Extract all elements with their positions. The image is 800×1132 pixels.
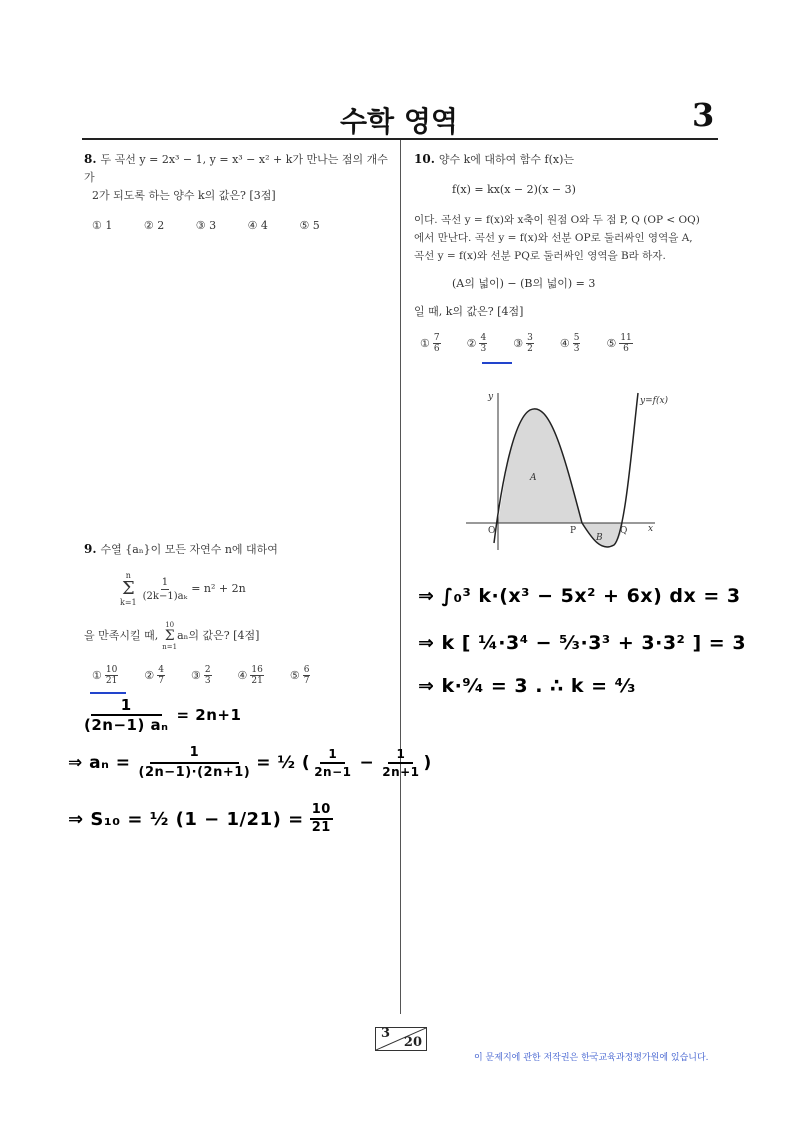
question-number: 8.: [84, 152, 97, 166]
sum-upper: n: [125, 571, 131, 580]
page-number-box: [375, 1027, 427, 1051]
region-b-label: B: [596, 533, 603, 543]
question-text-a: 을 만족시킬 때,: [84, 629, 159, 642]
choices: [84, 217, 394, 235]
question-9: [84, 540, 394, 686]
x-axis-label: x: [648, 524, 654, 534]
question-text: 곡선 y = f(x)와 선분 PQ로 둘러싸인 영역을 B라 하자.: [414, 250, 666, 262]
handwritten-step-3: ⇒ k·⁹⁄₄ = 3 . ∴ k = ⁴⁄₃: [418, 675, 636, 697]
question-text: 수열 {aₙ}이 모든 자연수 n에 대하여: [100, 543, 278, 556]
choice-2[interactable]: ② $\frac{4}{3}$: [466, 333, 487, 354]
fraction-denominator: (2k−1)aₖ: [142, 590, 188, 602]
choice-1[interactable]: ① 1: [92, 219, 113, 232]
sum2-term: aₙ: [177, 629, 189, 642]
curve-label: y=f(x): [640, 396, 669, 406]
choice-4[interactable]: ④ $\frac{5}{3}$: [559, 333, 580, 354]
y-axis-label: y: [488, 392, 494, 402]
sigma-symbol: Σ: [121, 578, 135, 599]
function-graph: [460, 385, 690, 555]
area-condition: (A의 넓이) − (B의 넓이) = 3: [452, 277, 596, 290]
question-text: 두 곡선 y = 2x³ − 1, y = x³ − x² + k가 만나는 점의 개수가: [84, 153, 388, 184]
choice-4[interactable]: ④ $\frac{16}{21}$: [237, 665, 263, 686]
choice-3[interactable]: ③ $\frac{2}{3}$: [190, 665, 211, 686]
copyright-notice: 이 문제지에 관한 저작권은 한국교육과정평가원에 있습니다.: [474, 1053, 709, 1063]
handwritten-step-3: ⇒ S₁₀ = ½ (1 − 1/21) = $\frac{10}{21}$: [68, 802, 331, 835]
handwritten-step-2: ⇒ k [ ¼·3⁴ − ⁵⁄₃·3³ + 3·3² ] = 3: [418, 632, 747, 654]
question-text: 2가 되도록 하는 양수 k의 값은? [3점]: [92, 189, 276, 202]
question-text: [84, 621, 394, 651]
page-title: 수학 영역: [340, 105, 458, 138]
series-equation: [120, 571, 394, 607]
total-pages: 20: [403, 1035, 422, 1050]
region-a-label: A: [530, 473, 537, 483]
current-page: 3: [381, 1026, 391, 1041]
choice-4[interactable]: ④ 4: [247, 219, 268, 232]
choice-2[interactable]: ② 2: [143, 219, 165, 232]
choices: [414, 333, 714, 354]
sum2-lower: n=1: [162, 643, 178, 651]
origin-label: O: [488, 526, 496, 536]
choice-1[interactable]: ① $\frac{10}{21}$: [92, 665, 118, 686]
question-number: 10.: [414, 152, 435, 166]
choice-3[interactable]: ③ 3: [195, 219, 217, 232]
choices: [84, 665, 394, 686]
sigma-symbol: Σ: [164, 628, 175, 644]
column-divider: [400, 140, 401, 1014]
question-text: 일 때, k의 값은? [4점]: [414, 305, 524, 318]
question-8: [84, 150, 394, 235]
handwritten-step-1: $\frac{1}{\text{(2n−1) aₙ}}$ = 2n+1: [84, 696, 242, 734]
handwritten-step-2: ⇒ aₙ = $\frac{1}{(2n-1)\cdot(2n+1)}$ = ½ ( 1 2n−1 − $\frac{1}{2n+1}$ ): [68, 745, 432, 780]
sum-lower: k=1: [120, 598, 137, 607]
fraction-numerator: 1: [161, 576, 169, 588]
point-p-label: P: [570, 526, 577, 536]
answer-underline: [482, 362, 512, 364]
handwritten-step-1: ⇒ ∫₀³ k·(x³ − 5x² + 6x) dx = 3: [418, 585, 741, 607]
point-q-label: Q: [620, 526, 628, 536]
question-text: 양수 k에 대하여 함수 f(x)는: [438, 153, 575, 166]
region-a: [498, 409, 582, 523]
page-number-header: 3: [692, 96, 715, 134]
choice-5[interactable]: ⑤ $\frac{6}{7}$: [289, 665, 310, 686]
equation-rhs: = n² + 2n: [191, 582, 246, 595]
question-text: 에서 만난다. 곡선 y = f(x)와 선분 OP로 둘러싸인 영역을 A,: [414, 232, 693, 244]
choice-5[interactable]: ⑤ $\frac{11}{6}$: [606, 333, 632, 354]
choice-5[interactable]: ⑤ 5: [299, 219, 320, 232]
choice-2[interactable]: ② $\frac{4}{7}$: [144, 665, 164, 686]
choice-1[interactable]: ① $\frac{7}{6}$: [420, 333, 440, 354]
answer-underline: [90, 692, 126, 694]
sum2-upper: 10: [165, 621, 175, 629]
question-text: 이다. 곡선 y = f(x)와 x축이 원점 O와 두 점 P, Q (OP < OQ): [414, 214, 700, 226]
choice-3[interactable]: ③ $\frac{3}{2}$: [513, 333, 533, 354]
question-number: 9.: [84, 542, 97, 556]
question-text-b: 의 값은? [4점]: [188, 629, 260, 642]
function-definition: f(x) = kx(x − 2)(x − 3): [452, 183, 576, 196]
question-10: [414, 150, 714, 354]
